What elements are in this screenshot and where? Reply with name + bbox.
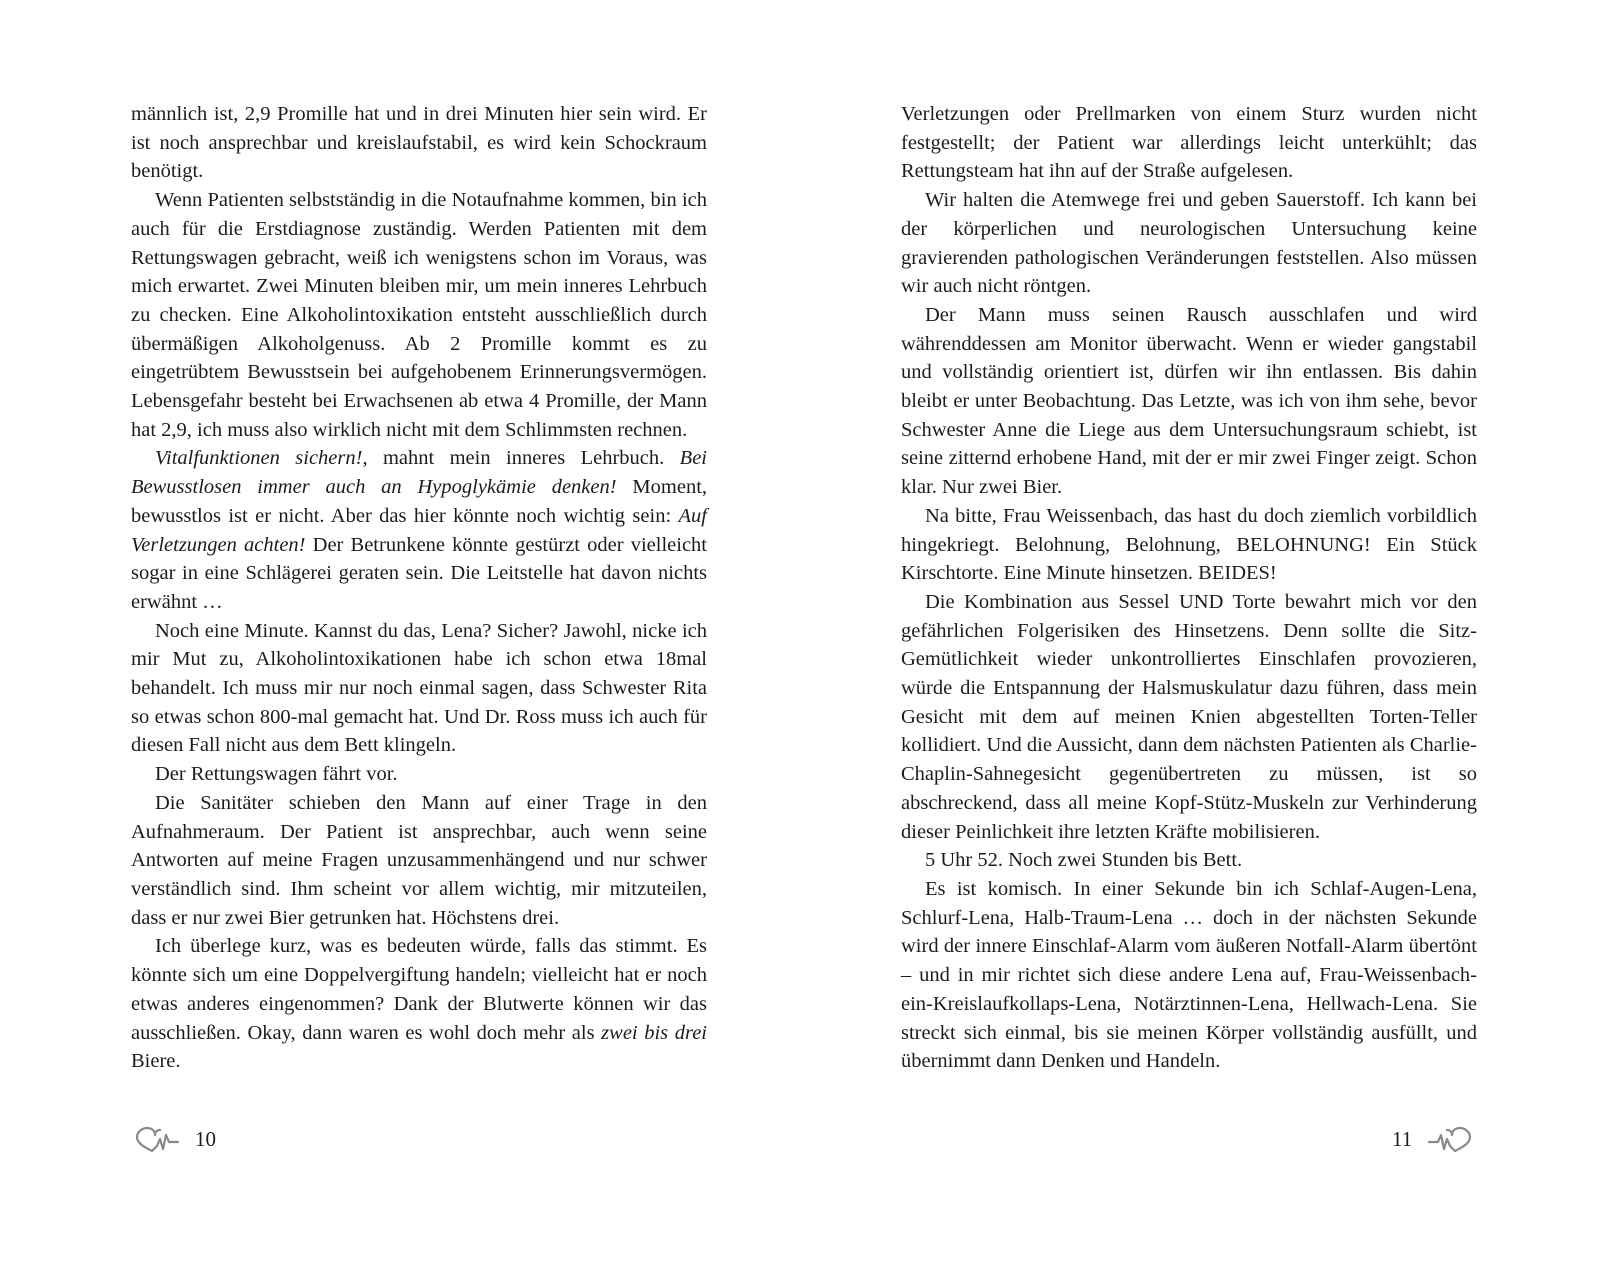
paragraph xyxy=(131,186,707,444)
left-page xyxy=(131,100,707,1076)
italic-text: Bei Bewusstlosen immer auch an Hypoglykämie denken! xyxy=(131,447,707,499)
paragraph xyxy=(901,502,1477,588)
body-text: Es ist komisch. In einer Sekunde bin ich Schlaf-Augen-Lena, Schlurf-Lena, Halb-Traum-Lena … doch in der nächsten Sekunde wird der innere Einschlaf-Alarm vom äußeren Notfall-Alarm übertönt – und in mir richtet sich diese andere Lena auf, Frau-Weissenbach-ein-Kreislaufkollaps-Lena, Notärztinnen-Lena, Hellwach-Lena. Sie streckt sich einmal, bis sie meinen Körper vollständig ausfüllt, und übernimmt dann Denken und Handeln. xyxy=(901,877,1477,1073)
body-text: Ich überlege kurz, was es bedeuten würde, falls das stimmt. Es könnte sich um eine Doppelvergiftung handeln; vielleicht hat er noch etwas anderes eingenommen? Dank der Blutwerte können wir das ausschließen. Okay, dann waren es wohl doch mehr als xyxy=(131,935,707,1044)
body-text: , mahnt mein inneres Lehrbuch. xyxy=(362,447,680,470)
paragraph xyxy=(901,846,1477,875)
body-text: 5 Uhr 52. Noch zwei Stunden bis Bett. xyxy=(925,849,1243,872)
body-text: Der Rettungswagen fährt vor. xyxy=(155,763,398,786)
body-text: Der Betrunkene könnte gestürzt oder vielleicht sogar in eine Schlägerei geraten sein. Die Leitstelle hat davon nichts erwähnt … xyxy=(131,533,707,613)
body-text: Noch eine Minute. Kannst du das, Lena? Sicher? Jawohl, nicke ich mir Mut zu, Alkoholintoxikationen habe ich schon etwa 18mal behandelt. Ich muss mir nur noch einmal sagen, dass Schwester Rita so etwas schon 800-mal gemacht hat. Und Dr. Ross muss ich auch für diesen Fall nicht aus dem Bett klingeln. xyxy=(131,619,707,757)
body-text: Wir halten die Atemwege frei und geben Sauerstoff. Ich kann bei der körperlichen und neurologischen Untersuchung keine gravierenden pathologischen Veränderungen feststellen. Also müssen wir auch nicht röntgen. xyxy=(901,189,1477,298)
heartbeat-heart-icon xyxy=(133,1126,181,1152)
paragraph xyxy=(901,875,1477,1076)
italic-text: zwei bis drei xyxy=(601,1021,707,1044)
paragraph xyxy=(131,617,707,761)
paragraph xyxy=(131,789,707,933)
heartbeat-heart-icon xyxy=(1426,1126,1474,1152)
page-number-right: 11 xyxy=(1392,1126,1413,1151)
paragraph xyxy=(131,760,707,789)
body-text: Verletzungen oder Prellmarken von einem Sturz wurden nicht festgestellt; der Patient war allerdings leicht unterkühlt; das Rettungsteam hat ihn auf der Straße aufgelesen. xyxy=(901,103,1477,183)
page-number-right-container xyxy=(1392,1126,1474,1152)
body-text: männlich ist, 2,9 Promille hat und in drei Minuten hier sein wird. Er ist noch ansprechbar und kreislaufstabil, es wird kein Schockraum benötigt. xyxy=(131,103,707,183)
body-text: Die Kombination aus Sessel UND Torte bewahrt mich vor den gefährlichen Folgerisiken des Hinsetzens. Denn sollte die Sitz-Gemütlichkeit wieder unkontrolliertes Einschlafen provozieren, würde die Entspannung der Halsmuskulatur dazu führen, dass mein Gesicht mit dem auf meinen Knien abgestellten Torten-Teller kollidiert. Und die Aussicht, dann dem nächsten Patienten als Charlie-Chaplin-Sahnegesicht gegenübertreten zu müssen, ist so abschreckend, dass all meine Kopf-Stütz-Muskeln zur Verhinderung dieser Peinlichkeit ihre letzten Kräfte mobilisieren. xyxy=(901,590,1477,843)
italic-text: Vitalfunktionen sichern! xyxy=(155,447,363,470)
body-text: Wenn Patienten selbstständig in die Notaufnahme kommen, bin ich auch für die Erstdiagnose zuständig. Werden Patienten mit dem Rettungswagen gebracht, weiß ich wenigstens schon im Voraus, was mich erwartet. Zwei Minuten bleiben mir, um mein inneres Lehrbuch zu checken. Eine Alkoholintoxikation entsteht ausschließlich durch übermäßigen Alkoholgenuss. Ab 2 Promille kommt es zu eingetrübtem Bewusstsein bei aufgehobenem Erinnerungsvermögen. Lebensgefahr besteht bei Erwachsenen ab etwa 4 Promille, der Mann hat 2,9, ich muss also wirklich nicht mit dem Schlimmsten rechnen. xyxy=(131,189,707,441)
paragraph xyxy=(901,588,1477,846)
italic-text: Auf Verletzungen achten! xyxy=(131,504,707,556)
body-text: Moment, bewusstlos ist er nicht. Aber das hier könnte noch wichtig sein: xyxy=(131,476,708,527)
paragraph xyxy=(131,100,707,186)
page-number-left-container xyxy=(133,1126,216,1152)
paragraph xyxy=(901,301,1477,502)
body-text: Die Sanitäter schieben den Mann auf einer Trage in den Aufnahmeraum. Der Patient ist ansprechbar, auch wenn seine Antworten auf meine Fragen unzusammenhängend und nur schwer verständlich sind. Ihm scheint vor allem wichtig, mir mitzuteilen, dass er nur zwei Bier getrunken hat. Höchstens drei. xyxy=(131,791,707,929)
page-number-left: 10 xyxy=(195,1126,216,1151)
body-text: Na bitte, Frau Weissenbach, das hast du doch ziemlich vorbildlich hingekriegt. Belohnung, Belohnung, BELOHNUNG! Ein Stück Kirschtorte. Eine Minute hinsetzen. BEIDES! xyxy=(901,504,1477,585)
body-text: Biere. xyxy=(131,1050,181,1073)
paragraph xyxy=(901,186,1477,301)
right-page xyxy=(901,100,1477,1076)
paragraph xyxy=(131,444,707,616)
body-text: Der Mann muss seinen Rausch ausschlafen und wird währenddessen am Monitor überwacht. Wenn er wieder gangstabil und vollständig orientiert ist, dürfen wir ihn entlassen. Bis dahin bleibt er unter Beobachtung. Das Letzte, was ich von ihm sehe, bevor Schwester Anne die Liege aus dem Untersuchungsraum schiebt, ist seine zitternd erhobene Hand, mit der er mir zwei Finger zeigt. Schon klar. Nur zwei Bier. xyxy=(901,303,1477,499)
paragraph xyxy=(131,932,707,1076)
paragraph xyxy=(901,100,1477,186)
